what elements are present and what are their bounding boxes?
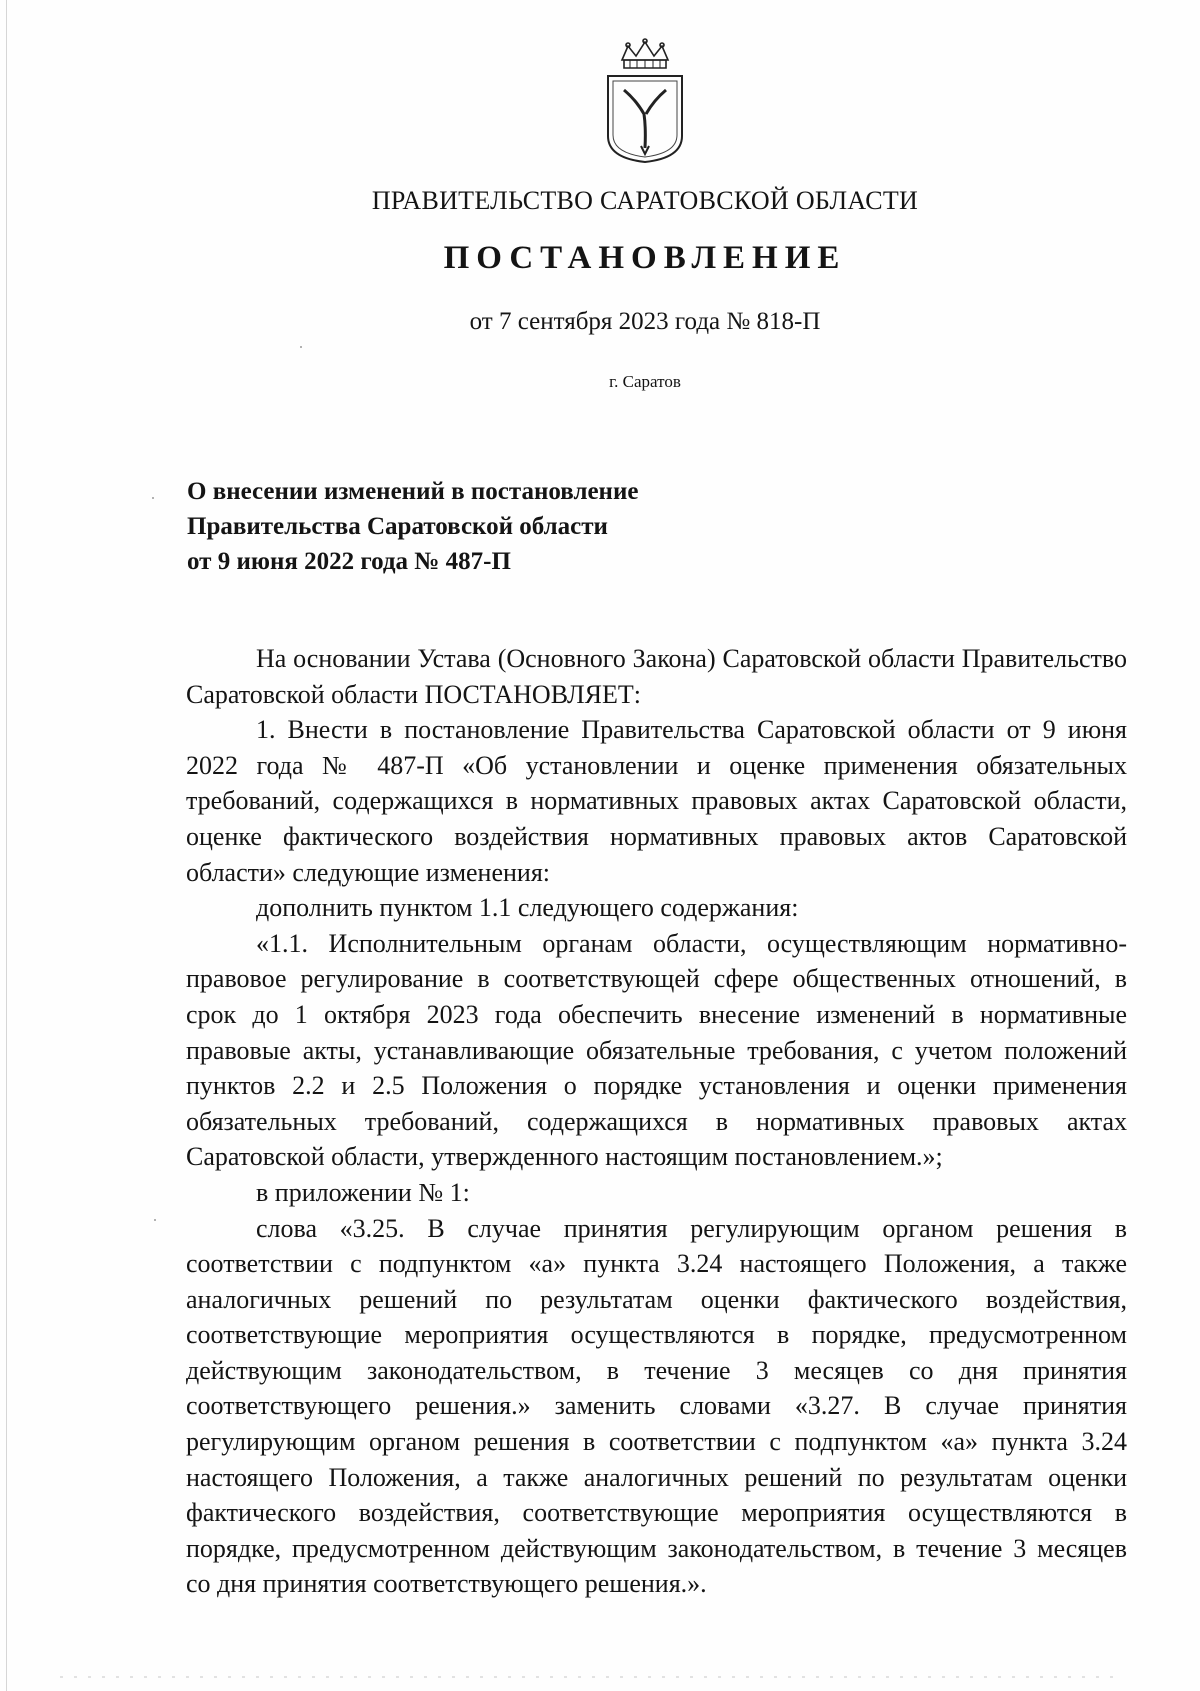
heading-line: от 9 июня 2022 года № 487-П xyxy=(187,548,511,575)
scan-speck xyxy=(152,497,154,499)
scan-speck xyxy=(154,1219,156,1221)
document-subject-heading xyxy=(187,474,887,579)
government-name: ПРАВИТЕЛЬСТВО САРАТОВСКОЙ ОБЛАСТИ xyxy=(371,186,919,215)
document-date-number: от 7 сентября 2023 года № 818-П xyxy=(469,308,821,335)
body-paragraph-replacement: слова «3.25. В случае принятия регулирующим органом решения в соответствии с подпунктом «а» пункта 3.24 настоящего Положения, а также аналогичных решений по результатам оценки фактического воздействия, соответствующие мероприятия осуществляются в порядке, предусмотренном действующим законодательством, в течение 3 месяцев со дня принятия соответствующего решения.» заменить словами «3.27. В случае принятия регулирующим органом решения в соответствии с подпунктом «а» пункта 3.24 настоящего Положения, а также аналогичных решений по результатам оценки фактического воздействия, соответствующие мероприятия осуществляются в порядке, предусмотренном действующим законодательством, в течение 3 месяцев со дня принятия соответствующего решения.». xyxy=(186,1213,1127,1599)
document-type-title: ПОСТАНОВЛЕНИЕ xyxy=(443,240,847,276)
body-paragraph-preamble: На основании Устава (Основного Закона) Саратовской области Правительство Саратовской области ПОСТАНОВЛЯЕТ: xyxy=(186,644,1127,709)
body-paragraph-appendix: в приложении № 1: xyxy=(256,1177,470,1207)
document-body xyxy=(186,641,1127,1602)
scan-speck xyxy=(300,346,302,348)
body-paragraph-item-1: 1. Внести в постановление Правительства Саратовской области от 9 июня 2022 года № 487-П «Об установлении и оценке применения обязательных требований, содержащихся в нормативных правовых актах Саратовской области, оценке фактического воздействия нормативных правовых актов Саратовской области» следующие изменения: xyxy=(186,715,1127,887)
coat-of-arms-emblem xyxy=(600,38,690,166)
scan-bottom-noise xyxy=(60,1676,1120,1678)
body-paragraph-addition: дополнить пунктом 1.1 следующего содержания: xyxy=(256,893,799,923)
document-city: г. Саратов xyxy=(609,372,681,391)
heading-line: Правительства Саратовской области xyxy=(187,513,608,540)
heading-line: О внесении изменений в постановление xyxy=(187,478,639,505)
body-paragraph-clause-1-1: «1.1. Исполнительным органам области, осуществляющим нормативно-правовое регулирование в соответствующей сфере общественных отношений, в срок до 1 октября 2023 года обеспечить внесение изменений в нормативные правовые акты, устанавливающие обязательные требования, с учетом положений пунктов 2.2 и 2.5 Положения о порядке установления и оценки применения обязательных требований, содержащихся в нормативных правовых актах Саратовской области, утвержденного настоящим постановлением.»; xyxy=(186,928,1127,1172)
